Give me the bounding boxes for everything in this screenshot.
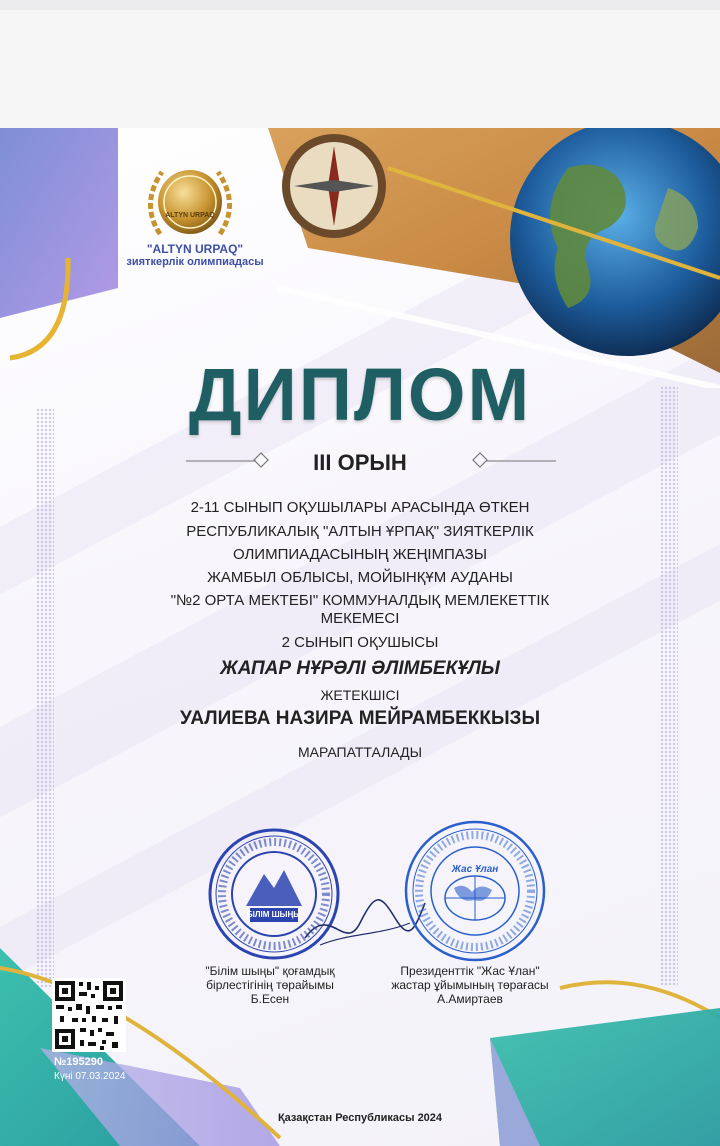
footer-text: Қазақстан Республикасы 2024 xyxy=(277,1112,443,1124)
qr-code xyxy=(52,978,126,1052)
school-line: "№2 ОРТА МЕКТЕБІ" КОММУНАЛДЫҚ МЕМЛЕКЕТТІК xyxy=(170,592,550,609)
grade-line: 2 СЫНЫП ОҚУШЫСЫ xyxy=(281,634,439,651)
body-line: 2-11 СЫНЫП ОҚУШЫЛАРЫ АРАСЫНДА ӨТКЕН xyxy=(190,499,530,516)
student-name: ЖАПАР НҰРӘЛІ ӘЛІМБЕКҰЛЫ xyxy=(220,658,500,679)
olympiad-emblem xyxy=(140,154,240,254)
dot-column-right xyxy=(660,386,678,986)
header-illustration xyxy=(248,128,720,388)
signatory-left-line1: "Білім шыңы" қоғамдық xyxy=(205,964,335,978)
top-bar xyxy=(0,0,720,128)
supervisor-label: ЖЕТЕКШІСІ xyxy=(320,687,400,703)
body-line: ОЛИМПИАДАСЫНЫҢ ЖЕҢІМПАЗЫ xyxy=(232,546,488,563)
body-line: РЕСПУБЛИКАЛЫҚ "АЛТЫН ҰРПАҚ" ЗИЯТКЕРЛІК xyxy=(186,523,534,540)
logo-title: "ALTYN URPAQ" xyxy=(146,242,244,256)
region-line: ЖАМБЫЛ ОБЛЫСЫ, МОЙЫНҚҰМ АУДАНЫ xyxy=(207,569,513,586)
stamp-right-text: Жас Ұлан xyxy=(451,864,499,875)
signatory-right-name: А.Амиртаев xyxy=(437,992,503,1006)
logo-subtitle: зияткерлік олимпиадасы xyxy=(126,256,264,268)
stamp-zhas-ulan xyxy=(402,818,548,964)
signatory-left-line2: бірлестігінің төрайымы xyxy=(206,978,334,992)
school-line: МЕКЕМЕСІ xyxy=(320,610,400,627)
place-label: III ОРЫН xyxy=(313,450,407,475)
signatory-right-line1: Президенттік "Жас Ұлан" xyxy=(400,964,540,978)
stamp-left-text: БІЛІМ ШЫҢЫ xyxy=(246,910,302,919)
certificate-number: №195290 xyxy=(54,1056,103,1068)
diploma-sheet xyxy=(0,128,720,1146)
emblem-text: ALTYN URPAQ xyxy=(165,212,215,219)
awarded-label: МАРАПАТТАЛАДЫ xyxy=(297,744,423,760)
signatory-left-name: Б.Есен xyxy=(250,992,290,1006)
certificate-date: Күні 07.03.2024 xyxy=(54,1071,126,1082)
signatory-right-line2: жастар ұйымының төрағасы xyxy=(391,978,549,992)
supervisor-name: УАЛИЕВА НАЗИРА МЕЙРАМБЕККЫЗЫ xyxy=(179,708,541,729)
diploma-title: ДИПЛОМ xyxy=(188,353,532,436)
